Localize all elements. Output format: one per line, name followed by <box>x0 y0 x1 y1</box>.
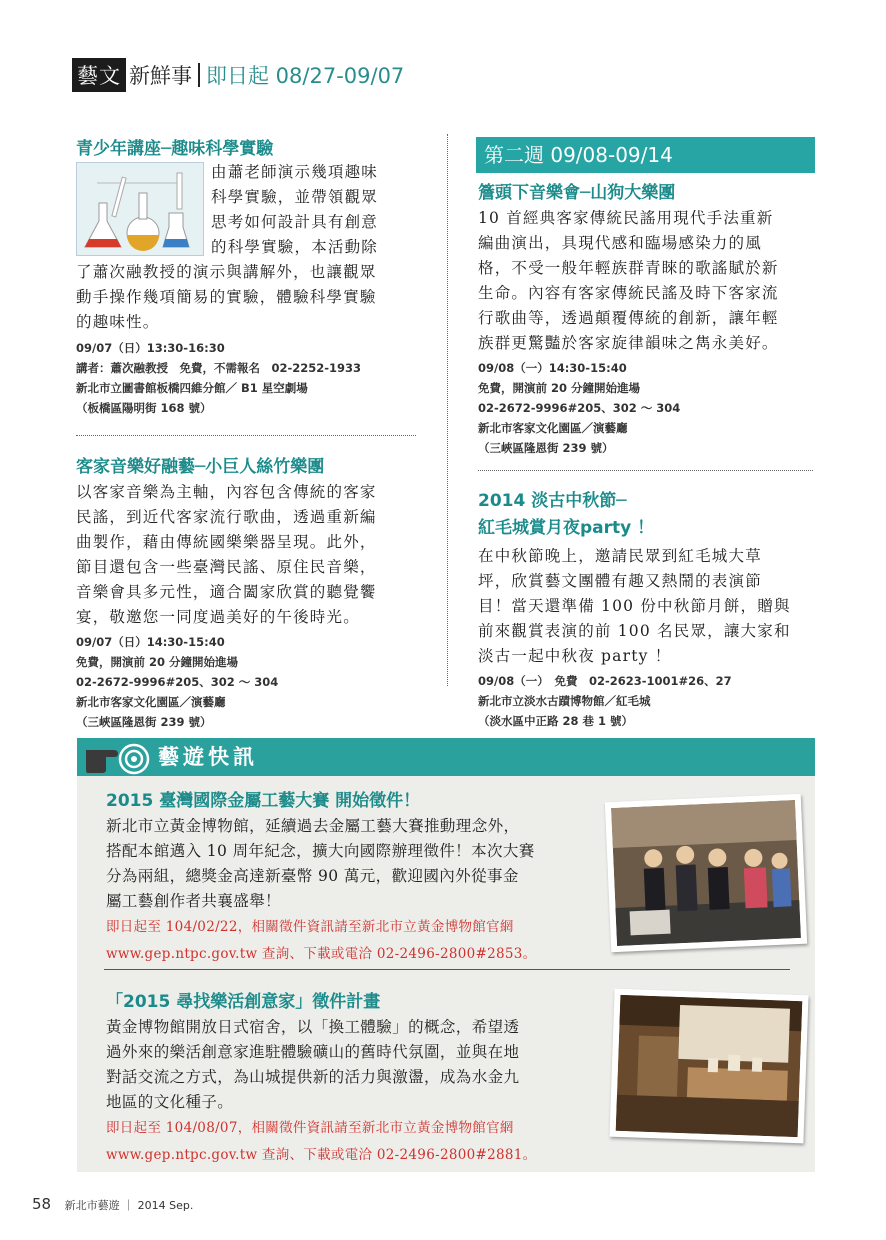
event-address: （淡水區中正路 28 巷 1 號） <box>478 714 634 728</box>
body-line: 思考如何設計具有創意 <box>211 213 379 231</box>
body-line: 的趣味性。 <box>76 313 160 331</box>
event-admission: 免費，開演前 20 分鐘開始進場 <box>76 655 239 669</box>
event-datetime: 09/08（一） 免費 02-2623-1001#26、27 <box>478 674 732 688</box>
dormitory-interior-photo <box>609 989 808 1144</box>
event-datetime: 09/07（日）14:30-15:40 <box>76 635 225 649</box>
body-line: 了蕭次融教授的演示與講解外，也讓觀眾 <box>76 263 377 281</box>
award-ceremony-photo <box>605 794 807 952</box>
body-line: 黃金博物館開放日式宿舍，以「換工體驗」的概念，希望透 <box>106 1018 520 1036</box>
header-fresh: 新鮮事 <box>129 64 192 88</box>
body-line: 新北市立黃金博物館，延續過去金屬工藝大賽推動理念外， <box>106 817 520 835</box>
event-admission: 免費，開演前 20 分鐘開始進場 <box>478 381 641 395</box>
event-phone: 02-2672-9996#205、302 ～ 304 <box>76 675 279 689</box>
event-venue: 新北市立圖書館板橋四維分館／ B1 星空劇場 <box>76 381 308 395</box>
header-badge: 藝文 <box>72 58 126 92</box>
news-title: 2015 臺灣國際金屬工藝大賽 開始徵件！ <box>106 791 421 811</box>
body-line: 由蕭老師演示幾項趣味 <box>211 163 379 181</box>
body-line: 民謠，到近代客家流行歌曲，透過重新編 <box>76 508 377 526</box>
body-line: 以客家音樂為主軸，內容包含傳統的客家 <box>76 483 377 501</box>
news-lohas-creator <box>106 987 602 1169</box>
body-line: 節目還包含一些臺灣民謠、原住民音樂， <box>76 558 377 576</box>
body-line: 屬工藝創作者共襄盛舉！ <box>106 892 281 910</box>
body-line: 過外來的樂活創意家進駐體驗礦山的舊時代氛圍，並與在地 <box>106 1043 520 1061</box>
footer-divider: ｜ <box>123 1199 135 1212</box>
body-line: 的科學實驗，本活動除 <box>211 238 379 256</box>
body-line: 音樂會具多元性，適合闔家欣賞的聽覺饗 <box>76 583 377 601</box>
news-contact: www.gep.ntpc.gov.tw 查詢、下載或電洽 02-2496-2800#2853。 <box>106 946 537 962</box>
body-line: 動手操作幾項簡易的實驗，體驗科學實驗 <box>76 288 377 306</box>
header-divider <box>198 63 200 87</box>
column-divider <box>447 134 448 686</box>
event-title-line2: 紅毛城賞月夜party ！ <box>478 518 655 538</box>
issue-date: 2014 Sep. <box>137 1199 194 1212</box>
news-section-title: 藝遊快訊 <box>158 745 258 769</box>
event-address: （板橋區陽明街 168 號） <box>76 401 212 415</box>
news-divider <box>104 969 790 970</box>
event-science-body <box>76 160 416 418</box>
publication-name: 新北市藝遊 <box>64 1199 120 1212</box>
news-metal-craft <box>106 786 602 968</box>
body-line: 科學實驗，並帶領觀眾 <box>211 188 379 206</box>
body-line: 宴，敬邀您一同度過美好的午後時光。 <box>76 608 360 626</box>
body-line: 搭配本館邁入 10 周年紀念，擴大向國際辦理徵件！本次大賽 <box>106 842 535 860</box>
event-datetime: 09/07（日）13:30-16:30 <box>76 341 225 355</box>
body-line: 格，不受一般年輕族群青睞的歌謠賦於新 <box>478 259 779 277</box>
event-mid-autumn <box>478 488 813 731</box>
event-title-line1: 2014 淡古中秋節─ <box>478 491 627 511</box>
event-title: 青少年講座─趣味科學實驗 <box>76 139 274 159</box>
body-line: 族群更驚豔於客家旋律韻味之雋永美好。 <box>478 334 779 352</box>
event-mountain-dog-band <box>478 178 813 458</box>
body-line: 分為兩組，總獎金高達新臺幣 90 萬元，歡迎國內外從事金 <box>106 867 519 885</box>
page-number: 58 <box>32 1195 52 1213</box>
event-venue: 新北市客家文化園區／演藝廳 <box>76 695 226 709</box>
event-venue: 新北市客家文化園區／演藝廳 <box>478 421 628 435</box>
news-contact: www.gep.ntpc.gov.tw 查詢、下載或電洽 02-2496-2800#2881。 <box>106 1147 537 1163</box>
news-deadline: 即日起至 104/02/22，相關徵件資訊請至新北市立黃金博物館官網 <box>106 919 514 935</box>
week2-banner: 第二週 09/08-09/14 <box>476 137 815 173</box>
event-address: （三峽區隆恩街 239 號） <box>76 715 212 729</box>
event-speaker: 講者：蕭次融教授 免費，不需報名 02-2252-1933 <box>76 361 362 375</box>
body-line: 目！當天還準備 100 份中秋節月餅，贈與 <box>478 597 791 615</box>
page-footer <box>32 1195 193 1213</box>
event-phone: 02-2672-9996#205、302 ～ 304 <box>478 401 681 415</box>
body-line: 曲製作，藉由傳統國樂樂器呈現。此外， <box>76 533 377 551</box>
body-line: 生命。內容有客家傳統民謠及時下客家流 <box>478 284 779 302</box>
body-line: 編曲演出，具現代感和臨場感染力的風 <box>478 234 762 252</box>
event-datetime: 09/08（一）14:30-15:40 <box>478 361 627 375</box>
body-line: 淡古一起中秋夜 party ！ <box>478 647 672 665</box>
dotted-divider <box>478 470 813 471</box>
body-line: 地區的文化種子。 <box>106 1093 234 1111</box>
news-deadline: 即日起至 104/08/07，相關徵件資訊請至新北市立黃金博物館官網 <box>106 1120 514 1136</box>
body-line: 在中秋節晚上，邀請民眾到紅毛城大草 <box>478 547 762 565</box>
event-venue: 新北市立淡水古蹟博物館／紅毛城 <box>478 694 651 708</box>
event-science-lecture <box>76 134 416 159</box>
event-hakka-music <box>76 452 416 732</box>
body-line: 坪，欣賞藝文團體有趣又熱鬧的表演節 <box>478 572 762 590</box>
body-line: 行歌曲等，透過顛覆傳統的創新，讓年輕 <box>478 309 779 327</box>
event-title: 客家音樂好融藝─小巨人絲竹樂團 <box>76 457 325 477</box>
header-date: 即日起 08/27-09/07 <box>206 64 405 88</box>
body-line: 前來觀賞表演的前 100 名民眾，讓大家和 <box>478 622 791 640</box>
event-address: （三峽區隆恩街 239 號） <box>478 441 614 455</box>
page-header <box>72 58 404 92</box>
body-line: 對話交流之方式，為山城提供新的活力與激盪，成為水金九 <box>106 1068 520 1086</box>
news-title: 「2015 尋找樂活創意家」徵件計畫 <box>106 992 381 1012</box>
pointing-hand-icon <box>84 742 154 780</box>
dotted-divider <box>76 435 416 436</box>
event-title: 簷頭下音樂會─山狗大樂團 <box>478 183 676 203</box>
body-line: 10 首經典客家傳統民謠用現代手法重新 <box>478 209 774 227</box>
